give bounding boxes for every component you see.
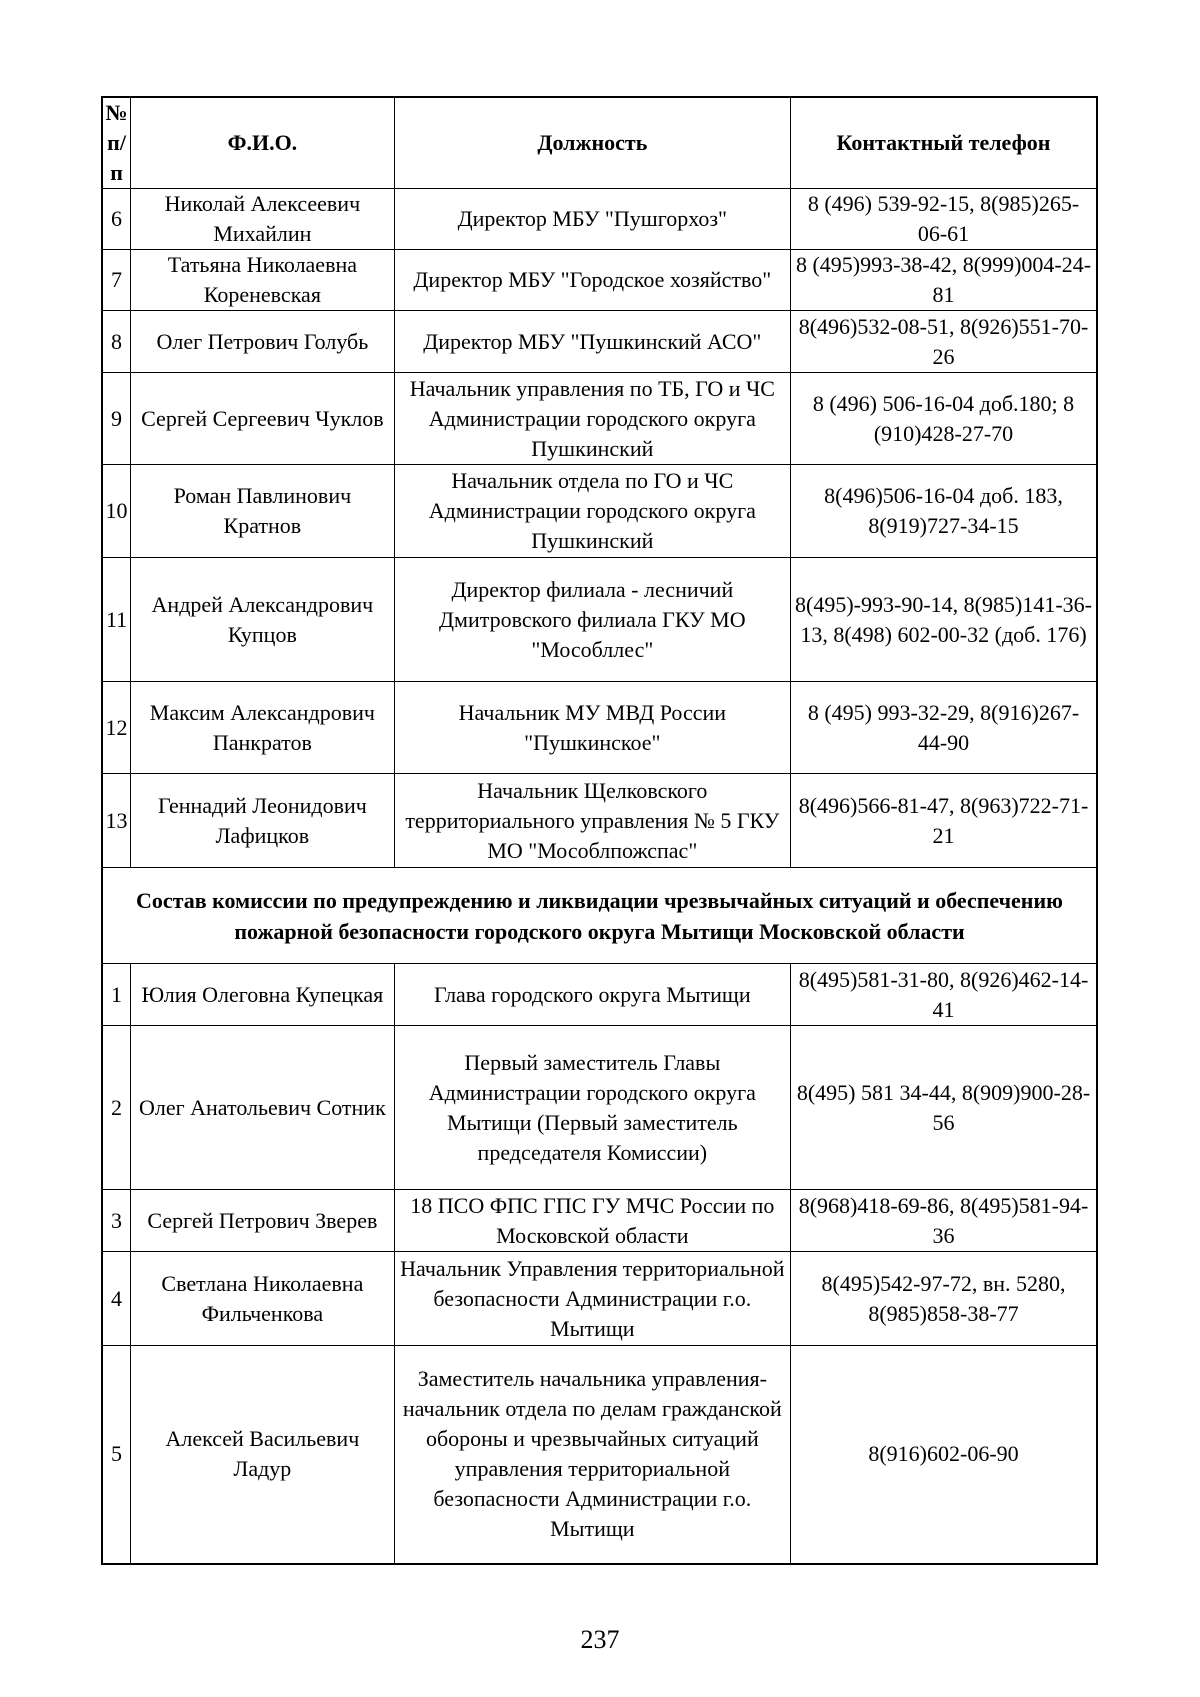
row-fio: Николай Алексеевич Михайлин (131, 189, 395, 250)
row-num: 1 (102, 964, 131, 1026)
row-phone: 8 (496) 539-92-15, 8(985)265-06-61 (791, 189, 1097, 250)
row-position: Начальник МУ МВД России "Пушкинское" (394, 682, 790, 774)
row-position: Первый заместитель Главы Администрации городского округа Мытищи (Первый заместитель председателя Комиссии) (394, 1026, 790, 1190)
header-phone: Контактный телефон (791, 97, 1097, 189)
row-position: Начальник Управления территориальной безопасности Администрации г.о. Мытищи (394, 1252, 790, 1346)
row-fio: Роман Павлинович Кратнов (131, 465, 395, 558)
row-position: Начальник отдела по ГО и ЧС Администрации городского округа Пушкинский (394, 465, 790, 558)
row-fio: Геннадий Леонидович Лафицков (131, 774, 395, 868)
row-fio: Светлана Николаевна Фильченкова (131, 1252, 395, 1346)
row-phone: 8 (495) 993-32-29, 8(916)267-44-90 (791, 682, 1097, 774)
row-num: 6 (102, 189, 131, 250)
row-fio: Сергей Петрович Зверев (131, 1190, 395, 1252)
table-row (102, 558, 1097, 682)
page-number: 237 (580, 1625, 620, 1654)
row-position: Директор МБУ "Пушкинский АСО" (394, 311, 790, 373)
table-row (102, 1190, 1097, 1252)
table-row (102, 1252, 1097, 1346)
row-position: Заместитель начальника управления-начальник отдела по делам гражданской обороны и чрезвычайных ситуаций управления территориальной безопасности Администрации г.о. Мытищи (394, 1346, 790, 1564)
row-phone: 8(968)418-69-86, 8(495)581-94-36 (791, 1190, 1097, 1252)
row-phone: 8 (495)993-38-42, 8(999)004-24-81 (791, 250, 1097, 311)
row-fio: Андрей Александрович Купцов (131, 558, 395, 682)
table-row (102, 189, 1097, 250)
row-position: Директор МБУ "Пушгорхоз" (394, 189, 790, 250)
table-row (102, 964, 1097, 1026)
row-num: 5 (102, 1346, 131, 1564)
row-fio: Алексей Васильевич Ладур (131, 1346, 395, 1564)
row-num: 13 (102, 774, 131, 868)
table-row (102, 465, 1097, 558)
table-row (102, 1346, 1097, 1564)
row-phone: 8(496)506-16-04 доб. 183, 8(919)727-34-15 (791, 465, 1097, 558)
row-num: 10 (102, 465, 131, 558)
row-fio: Олег Анатольевич Сотник (131, 1026, 395, 1190)
row-num: 8 (102, 311, 131, 373)
table-row (102, 373, 1097, 465)
row-phone: 8(496)532-08-51, 8(926)551-70-26 (791, 311, 1097, 373)
row-position: Начальник Щелковского территориального управления № 5 ГКУ МО "Мособлпожспас" (394, 774, 790, 868)
row-fio: Сергей Сергеевич Чуклов (131, 373, 395, 465)
row-position: 18 ПСО ФПС ГПС ГУ МЧС России по Московской области (394, 1190, 790, 1252)
row-num: 12 (102, 682, 131, 774)
row-phone: 8(495)581-31-80, 8(926)462-14-41 (791, 964, 1097, 1026)
row-phone: 8(495)-993-90-14, 8(985)141-36-13, 8(498) 602-00-32 (доб. 176) (791, 558, 1097, 682)
section-title: Состав комиссии по предупреждению и ликвидации чрезвычайных ситуаций и обеспечению пожарной безопасности городского округа Мытищи Московской области (102, 868, 1097, 964)
contacts-table (101, 96, 1098, 1565)
row-num: 2 (102, 1026, 131, 1190)
row-num: 11 (102, 558, 131, 682)
row-fio: Юлия Олеговна Купецкая (131, 964, 395, 1026)
row-phone: 8(495)542-97-72, вн. 5280, 8(985)858-38-77 (791, 1252, 1097, 1346)
row-fio: Максим Александрович Панкратов (131, 682, 395, 774)
row-position: Директор МБУ "Городское хозяйство" (394, 250, 790, 311)
row-num: 7 (102, 250, 131, 311)
row-num: 4 (102, 1252, 131, 1346)
row-fio: Татьяна Николаевна Кореневская (131, 250, 395, 311)
table-row (102, 311, 1097, 373)
row-position: Директор филиала - лесничий Дмитровского филиала ГКУ МО "Мособллес" (394, 558, 790, 682)
table-row (102, 774, 1097, 868)
row-num: 3 (102, 1190, 131, 1252)
row-phone: 8 (496) 506-16-04 доб.180; 8 (910)428-27-70 (791, 373, 1097, 465)
row-phone: 8(495) 581 34-44, 8(909)900-28-56 (791, 1026, 1097, 1190)
table-row (102, 682, 1097, 774)
header-num: № п/ п (102, 97, 131, 189)
section-row (102, 868, 1097, 964)
row-phone: 8(496)566-81-47, 8(963)722-71-21 (791, 774, 1097, 868)
header-row (102, 97, 1097, 189)
table-row (102, 1026, 1097, 1190)
table-row (102, 250, 1097, 311)
row-phone: 8(916)602-06-90 (791, 1346, 1097, 1564)
header-fio: Ф.И.О. (131, 97, 395, 189)
row-position: Глава городского округа Мытищи (394, 964, 790, 1026)
row-fio: Олег Петрович Голубь (131, 311, 395, 373)
row-num: 9 (102, 373, 131, 465)
header-position: Должность (394, 97, 790, 189)
row-position: Начальник управления по ТБ, ГО и ЧС Администрации городского округа Пушкинский (394, 373, 790, 465)
